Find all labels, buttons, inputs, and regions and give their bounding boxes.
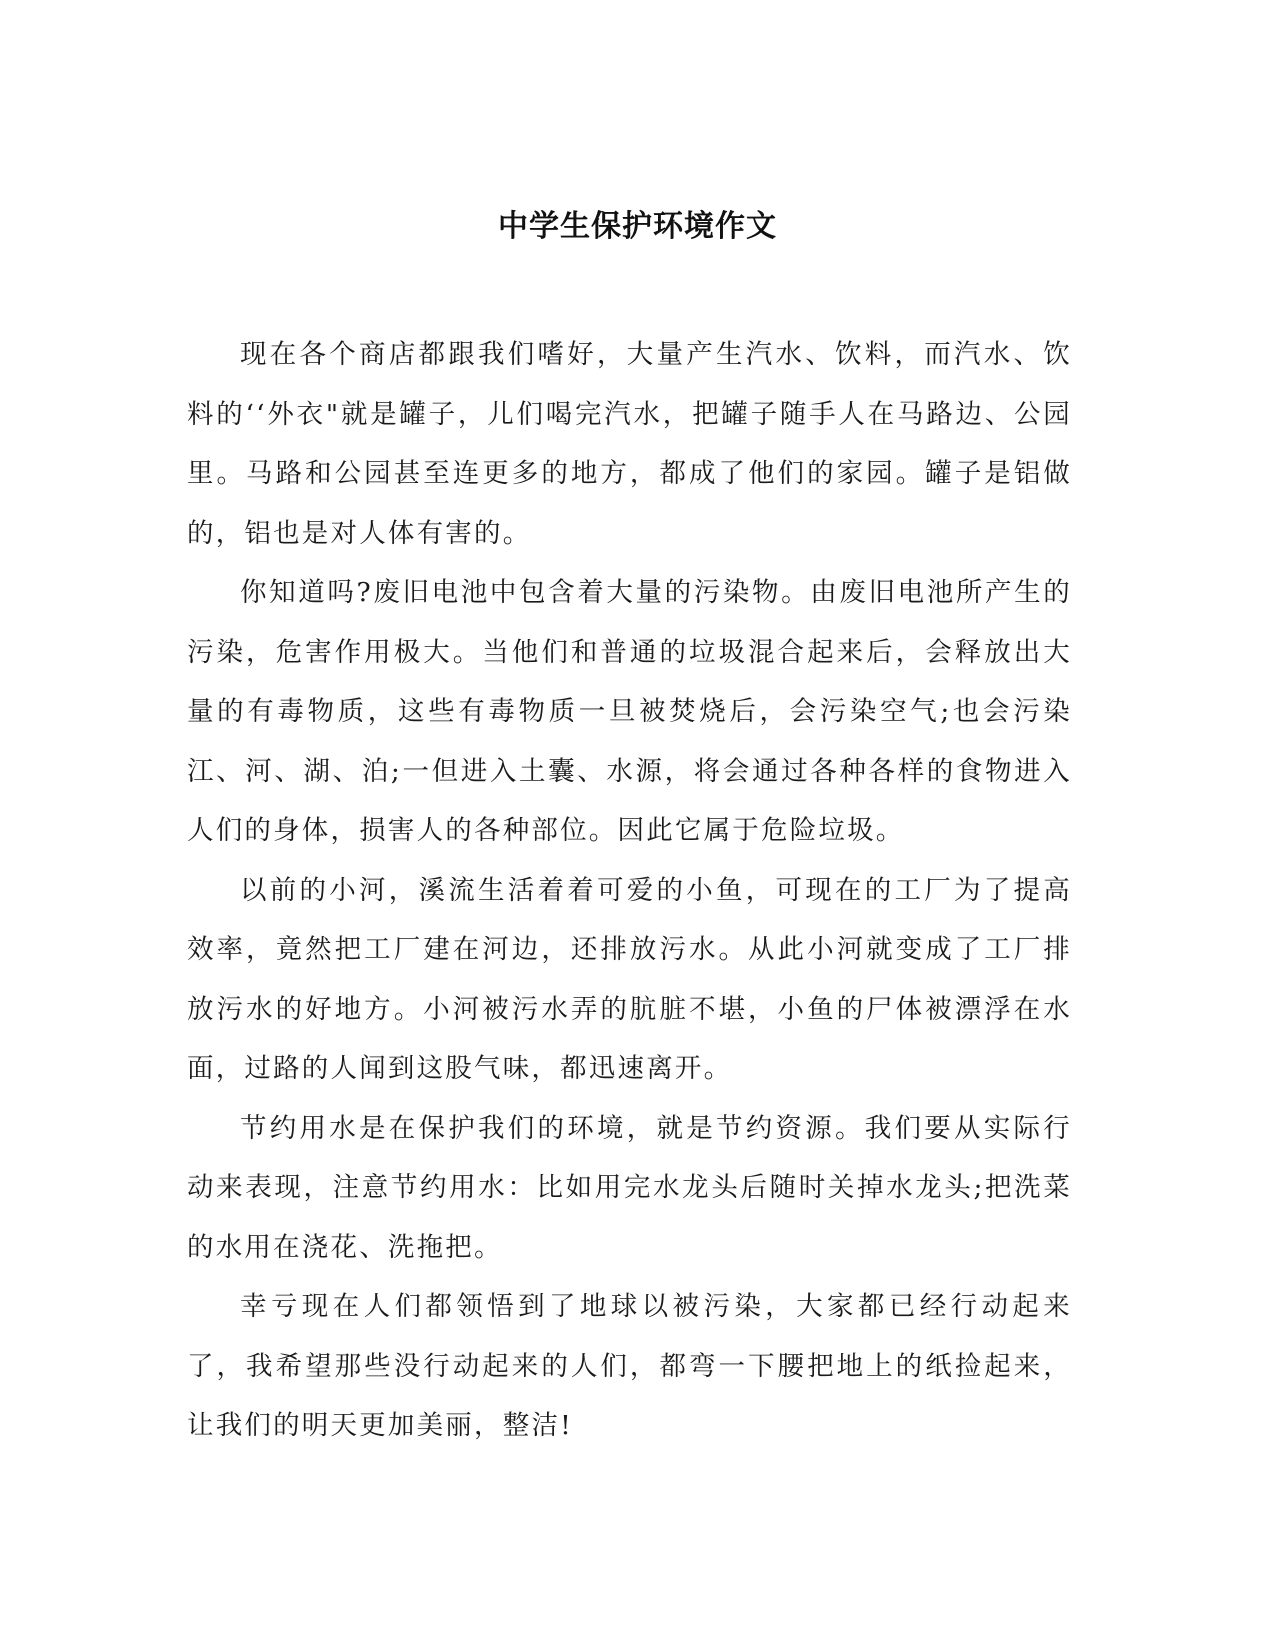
document-title: 中学生保护环境作文 — [498, 209, 777, 244]
document-body — [187, 325, 1072, 1456]
paragraph-1: 现在各个商店都跟我们嗜好，大量产生汽水、饮料，而汽水、饮料的‘‘外衣"就是罐子，儿们喝完汽水，把罐子随手人在马路边、公园里。马路和公园甚至连更多的地方，都成了他们的家园。罐子是铝做的，铝也是对人体有害的。 — [187, 339, 1072, 549]
paragraph-2: 你知道吗?废旧电池中包含着大量的污染物。由废旧电池所产生的污染，危害作用极大。当他们和普通的垃圾混合起来后，会释放出大量的有毒物质，这些有毒物质一旦被焚烧后，会污染空气;也会污染江、河、湖、泊;一但进入土囊、水源，将会通过各种各样的食物进入人们的身体，损害人的各种部位。因此它属于危险垃圾。 — [187, 577, 1072, 846]
paragraph-4: 节约用水是在保护我们的环境，就是节约资源。我们要从实际行动来表现，注意节约用水：比如用完水龙头后随时关掉水龙头;把洗菜的水用在浇花、洗拖把。 — [187, 1112, 1072, 1263]
paragraph-3: 以前的小河，溪流生活着着可爱的小鱼，可现在的工厂为了提高效率，竟然把工厂建在河边，还排放污水。从此小河就变成了工厂排放污水的好地方。小河被污水弄的肮脏不堪，小鱼的尸体被漂浮在水面，过路的人闻到这股气味，都迅速离开。 — [187, 874, 1072, 1084]
paragraph-5: 幸亏现在人们都领悟到了地球以被污染，大家都已经行动起来了，我希望那些没行动起来的人们，都弯一下腰把地上的纸捡起来，让我们的明天更加美丽，整洁! — [187, 1291, 1072, 1441]
